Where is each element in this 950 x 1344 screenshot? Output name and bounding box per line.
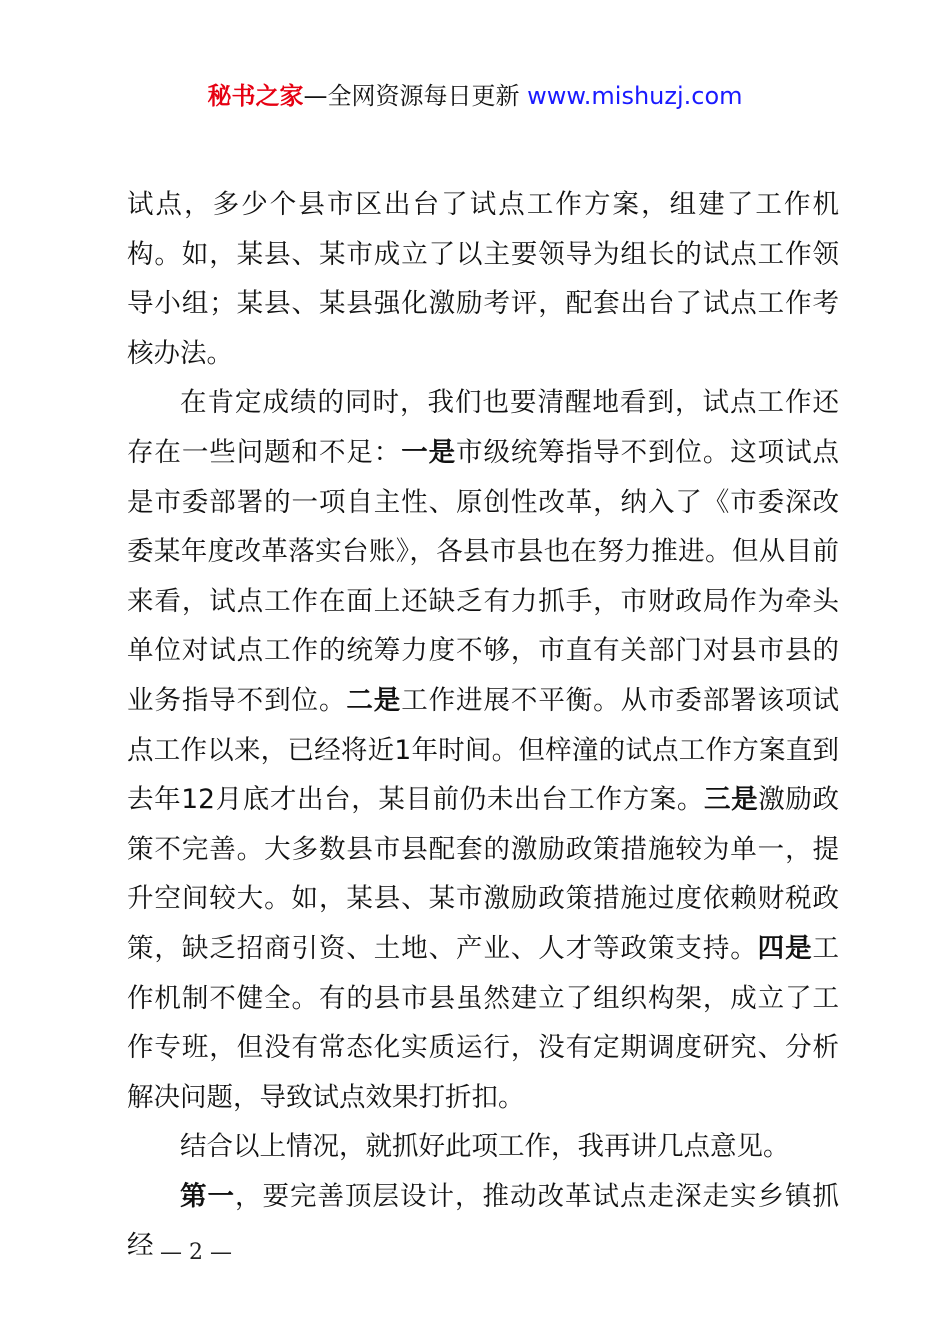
paragraph-text: 工作机制不健全。有的县市县虽然建立了组织构架，成立了工作专班，但没有常态化实质运行，没有定期调度研究、分析解决问题，导致试点效果打折扣。 <box>127 932 840 1113</box>
page-header <box>0 80 950 112</box>
header-brand: 秘书之家 <box>207 82 304 110</box>
bold-lead-text: 二是 <box>346 684 402 716</box>
paragraph <box>127 378 839 1122</box>
bold-lead-text: 第一 <box>180 1180 235 1212</box>
header-slogan: —全网资源每日更新 <box>303 82 520 110</box>
header-url[interactable]: www.mishuzj.com <box>527 82 743 110</box>
bold-lead-text: 四是 <box>757 932 813 964</box>
bold-lead-text: 一是 <box>401 436 457 468</box>
page-number: — 2 — <box>160 1240 232 1265</box>
paragraph-text: 市级统筹指导不到位。这项试点是市委部署的一项自主性、原创性改革，纳入了《市委深改委某年度改革落实台账》，各县市县也在努力推进。但从目前来看，试点工作在面上还缺乏有力抓手，市财政局作为牵头单位对试点工作的统筹力度不够，市直有关部门对县市县的业务指导不到位。 <box>127 436 840 716</box>
bold-lead-text: 三是 <box>703 784 759 816</box>
document-body <box>127 180 839 1271</box>
paragraph-text: 工作进展不平衡。从市委部署该项试点工作以来，已经将近1年时间。但梓潼的试点工作方案直到去年12月底才出台，某目前仍未出台工作方案。 <box>127 684 840 816</box>
paragraph-text: 在肯定成绩的同时，我们也要清醒地看到，试点工作还存在一些问题和不足： <box>127 387 839 468</box>
paragraph <box>127 1122 839 1172</box>
paragraph-text: 试点，多少个县市区出台了试点工作方案，组建了工作机构。如，某县、某市成立了以主要领导为组长的试点工作领导小组；某县、某县强化激励考评，配套出台了试点工作考核办法。 <box>127 189 839 369</box>
paragraph <box>127 180 839 378</box>
paragraph-text: ，要完善顶层设计，推动改革试点走深走实乡镇抓经 <box>127 1180 839 1262</box>
paragraph <box>127 1172 839 1271</box>
paragraph-text: 激励政策不完善。大多数县市县配套的激励政策措施较为单一，提升空间较大。如，某县、某市激励政策措施过度依赖财税政策，缺乏招商引资、土地、产业、人才等政策支持。 <box>127 784 839 964</box>
paragraph-text: 结合以上情况，就抓好此项工作，我再讲几点意见。 <box>180 1131 790 1163</box>
